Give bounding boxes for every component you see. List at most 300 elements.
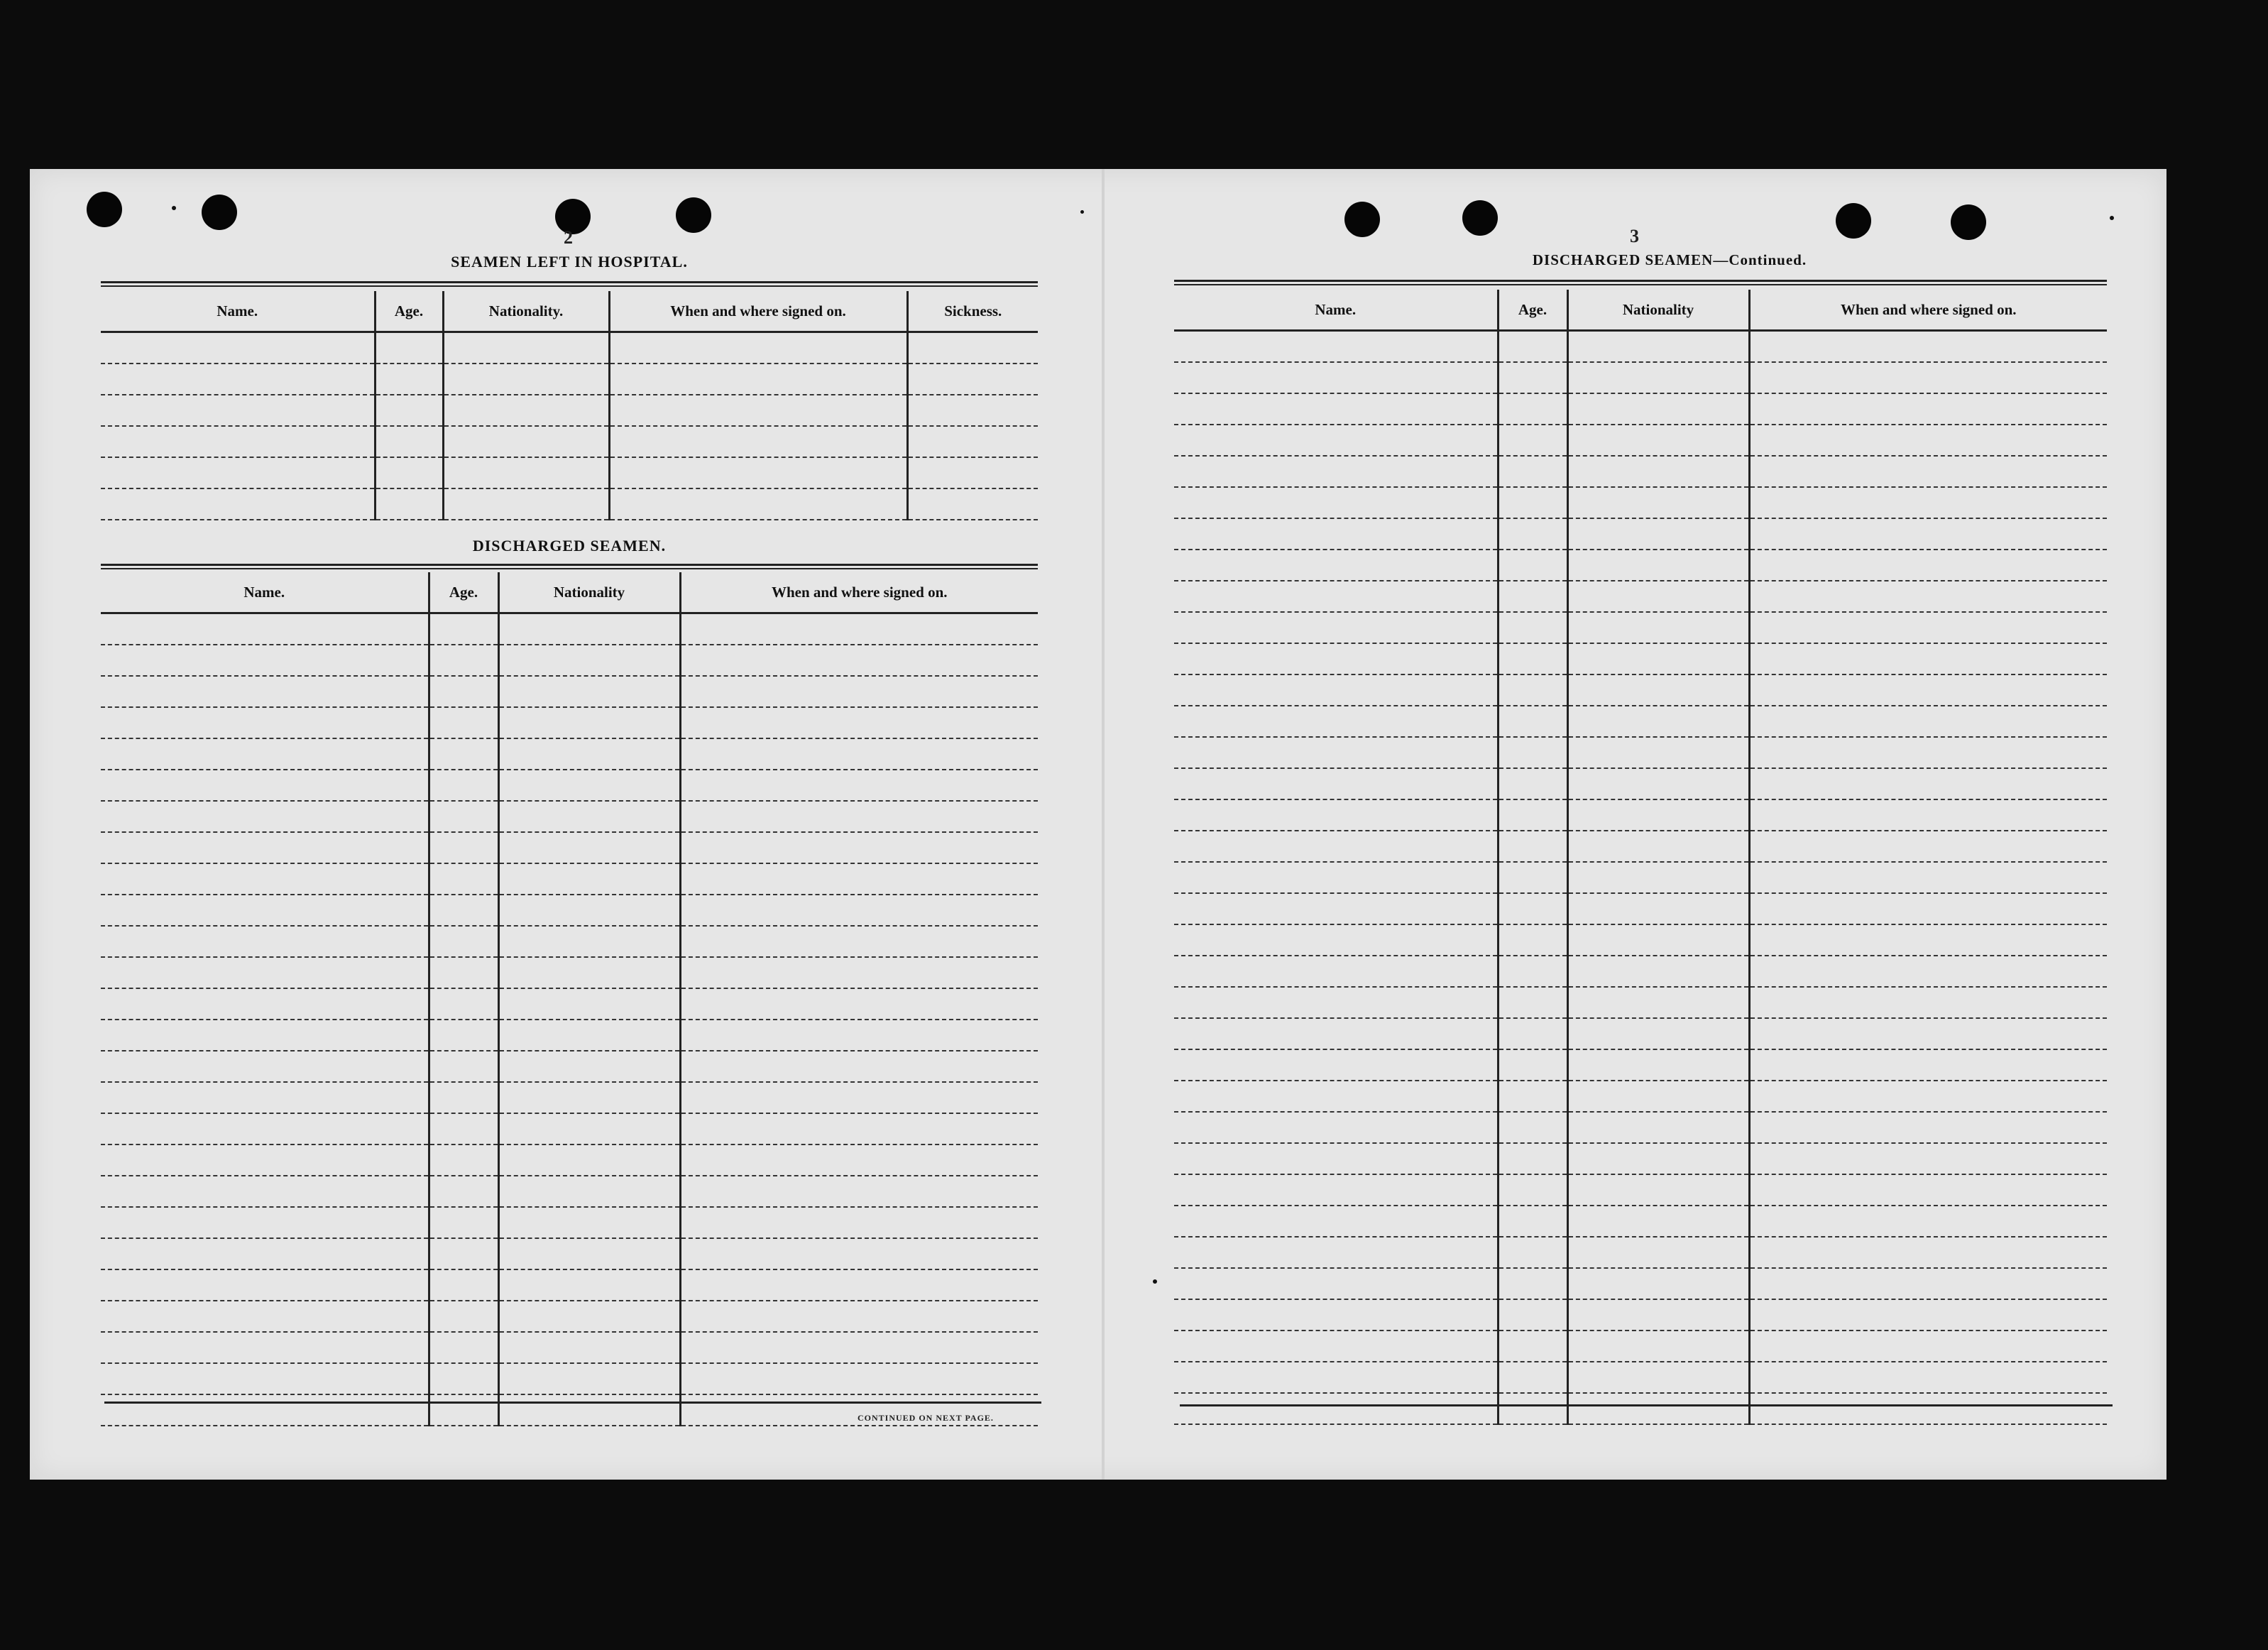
blank-entry-cell <box>1567 737 1749 768</box>
blank-entry-cell <box>429 1269 498 1301</box>
blank-entry-cell <box>680 1207 1038 1238</box>
blank-entry-cell <box>429 1238 498 1269</box>
table-row <box>101 1082 1038 1113</box>
blank-entry-cell <box>680 613 1038 645</box>
blank-entry-cell <box>498 1301 680 1332</box>
blank-entry-cell <box>429 957 498 988</box>
section-rule <box>101 564 1038 569</box>
blank-entry-cell <box>1174 924 1498 956</box>
column-header-age: Age. <box>429 572 498 613</box>
blank-entry-cell <box>1749 1112 2107 1143</box>
blank-entry-cell <box>1498 1393 1567 1424</box>
table-row <box>1174 737 2107 768</box>
blank-entry-cell <box>429 1113 498 1144</box>
table-row <box>101 1332 1038 1363</box>
table-row <box>101 1020 1038 1051</box>
ink-speck <box>2110 216 2114 220</box>
blank-entry-cell <box>498 738 680 770</box>
blank-entry-cell <box>498 676 680 707</box>
blank-entry-cell <box>443 457 609 488</box>
table-row <box>1174 1237 2107 1268</box>
blank-entry-cell <box>1498 487 1567 518</box>
blank-entry-cell <box>101 457 375 488</box>
blank-entry-cell <box>498 957 680 988</box>
blank-entry-cell <box>1567 956 1749 987</box>
table-row <box>101 1269 1038 1301</box>
table-row <box>101 676 1038 707</box>
blank-entry-cell <box>498 926 680 957</box>
table-row <box>1174 425 2107 456</box>
ink-speck <box>172 206 176 210</box>
punch-hole <box>1344 202 1380 237</box>
blank-entry-cell <box>1498 1049 1567 1081</box>
table-row <box>1174 581 2107 612</box>
table-row <box>101 1113 1038 1144</box>
blank-entry-cell <box>1174 1331 1498 1362</box>
blank-entry-cell <box>101 801 429 832</box>
blank-entry-cell <box>429 863 498 895</box>
blank-entry-cell <box>1498 924 1567 956</box>
blank-entry-cell <box>1749 1143 2107 1174</box>
blank-entry-cell <box>1567 643 1749 674</box>
blank-entry-cell <box>375 457 443 488</box>
section-rule <box>1174 280 2107 285</box>
blank-entry-cell <box>1749 425 2107 456</box>
punch-hole <box>87 192 122 227</box>
blank-entry-cell <box>1567 1237 1749 1268</box>
column-header-nationality: Nationality <box>498 572 680 613</box>
blank-entry-cell <box>429 1176 498 1207</box>
blank-entry-cell <box>680 1082 1038 1113</box>
table-row <box>101 1144 1038 1176</box>
table-row <box>101 364 1038 395</box>
blank-entry-cell <box>680 1238 1038 1269</box>
blank-entry-cell <box>1498 1268 1567 1299</box>
blank-entry-cell <box>429 1020 498 1051</box>
blank-entry-cell <box>1567 1331 1749 1362</box>
blank-entry-cell <box>498 1176 680 1207</box>
blank-entry-cell <box>1498 862 1567 893</box>
table-row <box>1174 1206 2107 1237</box>
blank-entry-cell <box>1174 1018 1498 1049</box>
table-row <box>1174 799 2107 831</box>
column-header-signed-on: When and where signed on. <box>680 572 1038 613</box>
blank-entry-cell <box>429 988 498 1020</box>
table-row <box>101 1176 1038 1207</box>
blank-entry-cell <box>498 1051 680 1082</box>
column-header-age: Age. <box>375 291 443 332</box>
blank-entry-cell <box>498 1332 680 1363</box>
blank-entry-cell <box>1749 331 2107 363</box>
blank-entry-cell <box>101 1020 429 1051</box>
table-row <box>1174 331 2107 363</box>
blank-entry-cell <box>680 645 1038 676</box>
blank-entry-cell <box>101 364 375 395</box>
table-row <box>1174 831 2107 862</box>
blank-entry-cell <box>1174 425 1498 456</box>
blank-entry-cell <box>1749 1081 2107 1112</box>
table-row <box>101 645 1038 676</box>
blank-entry-cell <box>1174 331 1498 363</box>
column-header-sickness: Sickness. <box>907 291 1038 332</box>
blank-entry-cell <box>1749 987 2107 1018</box>
table-row <box>101 832 1038 863</box>
blank-entry-cell <box>609 457 907 488</box>
blank-entry-cell <box>1567 1206 1749 1237</box>
blank-entry-cell <box>429 738 498 770</box>
blank-entry-cell <box>1174 893 1498 924</box>
blank-entry-cell <box>680 988 1038 1020</box>
blank-entry-cell <box>1498 706 1567 737</box>
blank-entry-cell <box>1498 362 1567 393</box>
blank-entry-cell <box>1498 674 1567 706</box>
blank-entry-cell <box>1498 1143 1567 1174</box>
table-row <box>101 488 1038 520</box>
column-header-signed-on: When and where signed on. <box>609 291 907 332</box>
table-row <box>1174 1362 2107 1393</box>
punch-hole <box>555 199 591 234</box>
table-row <box>1174 550 2107 581</box>
blank-entry-cell <box>429 645 498 676</box>
blank-entry-cell <box>1174 612 1498 643</box>
table-row <box>1174 1174 2107 1206</box>
blank-entry-cell <box>1174 1299 1498 1331</box>
blank-entry-cell <box>101 1301 429 1332</box>
blank-entry-cell <box>1498 1081 1567 1112</box>
blank-entry-cell <box>1498 1174 1567 1206</box>
table-row <box>1174 924 2107 956</box>
blank-entry-cell <box>1498 425 1567 456</box>
blank-entry-cell <box>1174 1206 1498 1237</box>
blank-entry-cell <box>101 895 429 926</box>
blank-entry-cell <box>375 332 443 364</box>
section-rule <box>101 281 1038 287</box>
blank-entry-cell <box>429 1363 498 1394</box>
blank-entry-cell <box>375 395 443 426</box>
blank-entry-cell <box>1749 799 2107 831</box>
blank-entry-cell <box>498 832 680 863</box>
blank-entry-cell <box>1567 362 1749 393</box>
blank-entry-cell <box>101 1238 429 1269</box>
punch-hole <box>1836 203 1871 239</box>
blank-entry-cell <box>1174 1393 1498 1424</box>
blank-entry-cell <box>1567 612 1749 643</box>
discharged-continued-title: DISCHARGED SEAMEN—Continued. <box>1532 251 1807 268</box>
blank-entry-cell <box>101 1332 429 1363</box>
blank-entry-cell <box>1498 393 1567 425</box>
blank-entry-cell <box>1174 737 1498 768</box>
column-header-signed-on: When and where signed on. <box>1749 290 2107 331</box>
blank-entry-cell <box>443 364 609 395</box>
blank-entry-cell <box>1567 456 1749 487</box>
blank-entry-cell <box>1174 706 1498 737</box>
blank-entry-cell <box>498 1020 680 1051</box>
blank-entry-cell <box>1749 362 2107 393</box>
continued-note: CONTINUED ON NEXT PAGE. <box>858 1413 994 1423</box>
ink-speck <box>1080 210 1084 214</box>
blank-entry-cell <box>1567 893 1749 924</box>
table-row <box>101 926 1038 957</box>
blank-entry-cell <box>1174 1081 1498 1112</box>
blank-entry-cell <box>680 1051 1038 1082</box>
blank-entry-cell <box>498 645 680 676</box>
table-row <box>1174 987 2107 1018</box>
table-row <box>1174 518 2107 550</box>
table-row <box>1174 706 2107 737</box>
blank-entry-cell <box>429 1301 498 1332</box>
discharged-section-title: DISCHARGED SEAMEN. <box>472 537 667 554</box>
blank-entry-cell <box>680 1363 1038 1394</box>
blank-entry-cell <box>1567 674 1749 706</box>
blank-entry-cell <box>429 1394 498 1426</box>
blank-entry-cell <box>907 426 1038 457</box>
table-row <box>1174 1268 2107 1299</box>
blank-entry-cell <box>1567 1112 1749 1143</box>
blank-entry-cell <box>1498 956 1567 987</box>
blank-entry-cell <box>101 1363 429 1394</box>
table-row <box>101 457 1038 488</box>
blank-entry-cell <box>1174 1268 1498 1299</box>
column-header-nationality: Nationality. <box>443 291 609 332</box>
discharged-continued-table <box>1174 290 2107 1425</box>
blank-entry-cell <box>443 488 609 520</box>
table-row <box>1174 612 2107 643</box>
blank-entry-cell <box>1749 550 2107 581</box>
blank-entry-cell <box>1498 518 1567 550</box>
blank-entry-cell <box>1567 1393 1749 1424</box>
blank-entry-cell <box>1567 1018 1749 1049</box>
blank-entry-cell <box>429 613 498 645</box>
table-row <box>101 613 1038 645</box>
punch-hole <box>676 197 711 233</box>
blank-entry-cell <box>101 1113 429 1144</box>
blank-entry-cell <box>429 707 498 738</box>
blank-entry-cell <box>1749 1331 2107 1362</box>
table-row <box>1174 1112 2107 1143</box>
blank-entry-cell <box>498 1082 680 1113</box>
blank-entry-cell <box>1567 487 1749 518</box>
blank-entry-cell <box>101 863 429 895</box>
blank-entry-cell <box>1174 1143 1498 1174</box>
table-row <box>101 770 1038 801</box>
blank-entry-cell <box>498 988 680 1020</box>
blank-entry-cell <box>429 832 498 863</box>
blank-entry-cell <box>498 770 680 801</box>
table-row <box>101 988 1038 1020</box>
blank-entry-cell <box>907 457 1038 488</box>
blank-entry-cell <box>609 332 907 364</box>
blank-entry-cell <box>680 1144 1038 1176</box>
blank-entry-cell <box>375 426 443 457</box>
blank-entry-cell <box>1567 518 1749 550</box>
blank-entry-cell <box>1174 643 1498 674</box>
blank-entry-cell <box>101 738 429 770</box>
blank-entry-cell <box>1498 831 1567 862</box>
blank-entry-cell <box>498 895 680 926</box>
blank-entry-cell <box>1174 956 1498 987</box>
table-row <box>1174 893 2107 924</box>
table-row <box>101 395 1038 426</box>
hospital-table <box>101 291 1038 520</box>
blank-entry-cell <box>1567 831 1749 862</box>
blank-entry-cell <box>680 1269 1038 1301</box>
table-row <box>101 957 1038 988</box>
blank-entry-cell <box>1749 1268 2107 1299</box>
blank-entry-cell <box>1174 1174 1498 1206</box>
blank-entry-cell <box>429 926 498 957</box>
blank-entry-cell <box>1749 1049 2107 1081</box>
blank-entry-cell <box>101 1144 429 1176</box>
table-row <box>1174 862 2107 893</box>
blank-entry-cell <box>1498 987 1567 1018</box>
blank-entry-cell <box>680 770 1038 801</box>
blank-entry-cell <box>1498 1331 1567 1362</box>
blank-entry-cell <box>1749 1237 2107 1268</box>
blank-entry-cell <box>1174 831 1498 862</box>
table-row <box>1174 674 2107 706</box>
blank-entry-cell <box>498 1269 680 1301</box>
blank-entry-cell <box>1174 518 1498 550</box>
table-row <box>1174 956 2107 987</box>
blank-entry-cell <box>429 1082 498 1113</box>
blank-entry-cell <box>1749 518 2107 550</box>
blank-entry-cell <box>101 1207 429 1238</box>
blank-entry-cell <box>1498 1018 1567 1049</box>
blank-entry-cell <box>1749 393 2107 425</box>
table-row <box>1174 1393 2107 1424</box>
blank-entry-cell <box>101 957 429 988</box>
punch-hole <box>1462 200 1498 236</box>
blank-entry-cell <box>1567 1268 1749 1299</box>
blank-entry-cell <box>1749 456 2107 487</box>
blank-entry-cell <box>429 801 498 832</box>
blank-entry-cell <box>1749 706 2107 737</box>
blank-entry-cell <box>1174 1237 1498 1268</box>
blank-entry-cell <box>1749 768 2107 799</box>
blank-entry-cell <box>101 1176 429 1207</box>
table-row <box>101 863 1038 895</box>
table-row <box>101 332 1038 364</box>
blank-entry-cell <box>1749 1018 2107 1049</box>
table-row <box>101 1238 1038 1269</box>
blank-entry-cell <box>1749 893 2107 924</box>
blank-entry-cell <box>1174 987 1498 1018</box>
blank-entry-cell <box>429 1332 498 1363</box>
blank-entry-cell <box>1498 1206 1567 1237</box>
blank-entry-cell <box>1749 924 2107 956</box>
blank-entry-cell <box>1498 799 1567 831</box>
blank-entry-cell <box>429 1207 498 1238</box>
page-number-left: 2 <box>564 227 573 248</box>
blank-entry-cell <box>429 676 498 707</box>
blank-entry-cell <box>907 488 1038 520</box>
blank-entry-cell <box>1567 1081 1749 1112</box>
blank-entry-cell <box>680 895 1038 926</box>
blank-entry-cell <box>375 488 443 520</box>
blank-entry-cell <box>1567 706 1749 737</box>
table-row <box>1174 393 2107 425</box>
blank-entry-cell <box>1749 487 2107 518</box>
blank-entry-cell <box>1174 550 1498 581</box>
blank-entry-cell <box>1174 674 1498 706</box>
blank-entry-cell <box>1749 1299 2107 1331</box>
blank-entry-cell <box>1498 737 1567 768</box>
blank-entry-cell <box>1174 862 1498 893</box>
blank-entry-cell <box>680 1332 1038 1363</box>
blank-entry-cell <box>498 613 680 645</box>
blank-entry-cell <box>1749 737 2107 768</box>
blank-entry-cell <box>680 738 1038 770</box>
table-row <box>1174 487 2107 518</box>
column-header-name: Name. <box>1174 290 1498 331</box>
blank-entry-cell <box>1174 1049 1498 1081</box>
page-number-right: 3 <box>1630 226 1639 246</box>
blank-entry-cell <box>498 1394 680 1426</box>
column-header-name: Name. <box>101 291 375 332</box>
blank-entry-cell <box>1498 768 1567 799</box>
blank-entry-cell <box>680 707 1038 738</box>
blank-entry-cell <box>101 988 429 1020</box>
blank-entry-cell <box>443 332 609 364</box>
blank-entry-cell <box>1749 674 2107 706</box>
table-row <box>1174 362 2107 393</box>
blank-entry-cell <box>429 770 498 801</box>
blank-entry-cell <box>680 1176 1038 1207</box>
blank-entry-cell <box>443 395 609 426</box>
blank-entry-cell <box>1567 1362 1749 1393</box>
ink-speck <box>1153 1279 1157 1284</box>
blank-entry-cell <box>609 426 907 457</box>
blank-entry-cell <box>1498 331 1567 363</box>
blank-entry-cell <box>101 645 429 676</box>
blank-entry-cell <box>1749 581 2107 612</box>
table-row <box>101 895 1038 926</box>
blank-entry-cell <box>680 957 1038 988</box>
blank-entry-cell <box>1567 799 1749 831</box>
table-row <box>101 1207 1038 1238</box>
blank-entry-cell <box>1567 1174 1749 1206</box>
center-fold <box>1102 169 1105 1480</box>
table-bottom-rule <box>104 1402 1041 1404</box>
blank-entry-cell <box>101 926 429 957</box>
blank-entry-cell <box>1174 487 1498 518</box>
blank-entry-cell <box>680 676 1038 707</box>
table-row <box>101 1051 1038 1082</box>
blank-entry-cell <box>498 801 680 832</box>
blank-entry-cell <box>907 364 1038 395</box>
blank-entry-cell <box>1498 1362 1567 1393</box>
table-row <box>101 738 1038 770</box>
table-row <box>101 1301 1038 1332</box>
punch-hole <box>202 195 237 230</box>
blank-entry-cell <box>101 488 375 520</box>
blank-entry-cell <box>1567 987 1749 1018</box>
blank-entry-cell <box>1567 862 1749 893</box>
blank-entry-cell <box>907 332 1038 364</box>
blank-entry-cell <box>429 1144 498 1176</box>
table-row <box>1174 1081 2107 1112</box>
blank-entry-cell <box>1498 456 1567 487</box>
column-header-nationality: Nationality <box>1567 290 1749 331</box>
table-row <box>1174 768 2107 799</box>
blank-entry-cell <box>498 1363 680 1394</box>
ledger-sheet <box>30 169 2166 1480</box>
blank-entry-cell <box>101 1269 429 1301</box>
blank-entry-cell <box>101 707 429 738</box>
table-row <box>101 426 1038 457</box>
blank-entry-cell <box>375 364 443 395</box>
table-row <box>1174 643 2107 674</box>
